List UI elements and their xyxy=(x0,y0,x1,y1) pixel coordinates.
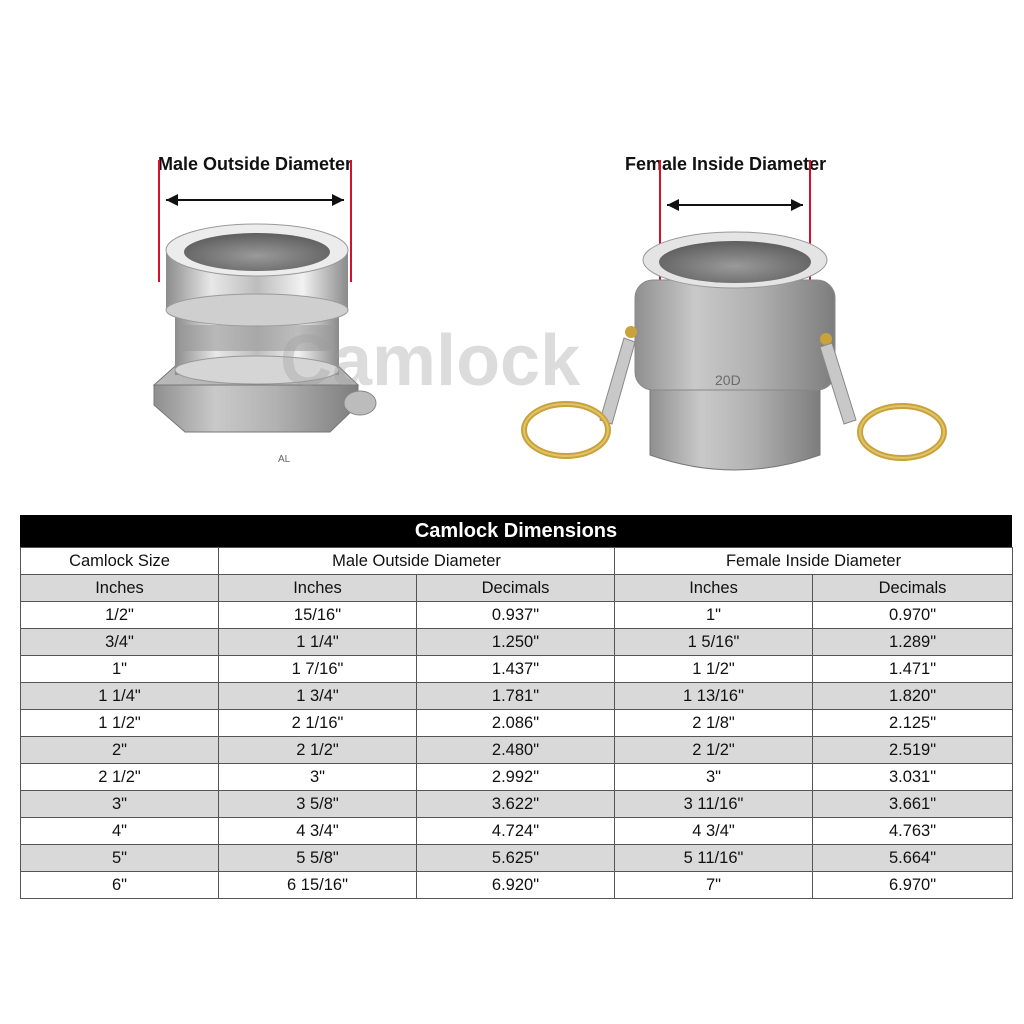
cell-size: 1 1/4" xyxy=(21,683,219,710)
table-row xyxy=(21,683,1013,710)
cell-female-inches: 4 3/4" xyxy=(615,818,813,845)
cell-male-decimals: 2.992" xyxy=(417,764,615,791)
cell-male-inches: 1 7/16" xyxy=(219,656,417,683)
cell-female-decimals: 2.519" xyxy=(813,737,1013,764)
cell-female-inches: 1" xyxy=(615,602,813,629)
cell-male-decimals: 3.622" xyxy=(417,791,615,818)
female-stamp: 20D xyxy=(715,372,741,388)
cell-female-inches: 1 1/2" xyxy=(615,656,813,683)
cell-male-decimals: 1.437" xyxy=(417,656,615,683)
cell-male-inches: 15/16" xyxy=(219,602,417,629)
cell-female-decimals: 2.125" xyxy=(813,710,1013,737)
cell-female-inches: 1 5/16" xyxy=(615,629,813,656)
table-body xyxy=(21,602,1013,899)
table-row xyxy=(21,656,1013,683)
cell-female-decimals: 1.820" xyxy=(813,683,1013,710)
fittings-figure xyxy=(20,120,1012,515)
cell-female-inches: 2 1/2" xyxy=(615,737,813,764)
cell-male-decimals: 1.781" xyxy=(417,683,615,710)
cell-male-inches: 5 5/8" xyxy=(219,845,417,872)
cell-female-decimals: 6.970" xyxy=(813,872,1013,899)
female-diameter-label: Female Inside Diameter xyxy=(625,154,827,174)
table-row xyxy=(21,629,1013,656)
cell-female-decimals: 3.031" xyxy=(813,764,1013,791)
cell-male-inches: 1 3/4" xyxy=(219,683,417,710)
table-row xyxy=(21,737,1013,764)
cell-male-decimals: 1.250" xyxy=(417,629,615,656)
cell-male-inches: 4 3/4" xyxy=(219,818,417,845)
cell-male-inches: 1 1/4" xyxy=(219,629,417,656)
cell-male-decimals: 6.920" xyxy=(417,872,615,899)
cell-size: 5" xyxy=(21,845,219,872)
cell-female-decimals: 3.661" xyxy=(813,791,1013,818)
cell-female-decimals: 1.471" xyxy=(813,656,1013,683)
sub-header-row xyxy=(21,575,1013,602)
cell-male-decimals: 0.937" xyxy=(417,602,615,629)
subheader-male-inches: Inches xyxy=(219,575,417,602)
table-row xyxy=(21,791,1013,818)
table-row xyxy=(21,764,1013,791)
table-row xyxy=(21,710,1013,737)
cell-male-inches: 2 1/2" xyxy=(219,737,417,764)
subheader-female-decimals: Decimals xyxy=(813,575,1013,602)
dimensions-table xyxy=(20,547,1013,899)
cell-male-inches: 3 5/8" xyxy=(219,791,417,818)
cell-size: 6" xyxy=(21,872,219,899)
cell-female-decimals: 4.763" xyxy=(813,818,1013,845)
female-coupler-image xyxy=(524,232,944,470)
cell-male-decimals: 5.625" xyxy=(417,845,615,872)
cell-female-inches: 3 11/16" xyxy=(615,791,813,818)
table-row xyxy=(21,845,1013,872)
watermark: Camlock xyxy=(280,321,581,401)
cell-female-decimals: 1.289" xyxy=(813,629,1013,656)
cell-male-inches: 2 1/16" xyxy=(219,710,417,737)
cell-size: 1" xyxy=(21,656,219,683)
cell-size: 2" xyxy=(21,737,219,764)
cell-size: 2 1/2" xyxy=(21,764,219,791)
group-header-row xyxy=(21,548,1013,575)
cell-male-inches: 6 15/16" xyxy=(219,872,417,899)
cell-male-decimals: 4.724" xyxy=(417,818,615,845)
header-male-outside-diameter: Male Outside Diameter xyxy=(219,548,615,575)
cell-size: 3/4" xyxy=(21,629,219,656)
table-row xyxy=(21,602,1013,629)
cell-size: 1/2" xyxy=(21,602,219,629)
cell-male-decimals: 2.480" xyxy=(417,737,615,764)
cell-female-inches: 5 11/16" xyxy=(615,845,813,872)
cell-female-inches: 3" xyxy=(615,764,813,791)
subheader-female-inches: Inches xyxy=(615,575,813,602)
cell-size: 4" xyxy=(21,818,219,845)
cell-female-inches: 2 1/8" xyxy=(615,710,813,737)
cell-male-decimals: 2.086" xyxy=(417,710,615,737)
cell-female-inches: 7" xyxy=(615,872,813,899)
subheader-male-decimals: Decimals xyxy=(417,575,615,602)
cell-female-decimals: 5.664" xyxy=(813,845,1013,872)
cell-female-inches: 1 13/16" xyxy=(615,683,813,710)
table-row xyxy=(21,818,1013,845)
header-female-inside-diameter: Female Inside Diameter xyxy=(615,548,1013,575)
cell-female-decimals: 0.970" xyxy=(813,602,1013,629)
cell-size: 3" xyxy=(21,791,219,818)
cam-arm-right xyxy=(820,333,944,458)
subheader-size-inches: Inches xyxy=(21,575,219,602)
header-camlock-size: Camlock Size xyxy=(21,548,219,575)
cell-male-inches: 3" xyxy=(219,764,417,791)
table-title: Camlock Dimensions xyxy=(20,515,1012,547)
male-diameter-label: Male Outside Diameter xyxy=(158,154,353,174)
male-stamp: AL xyxy=(278,454,291,465)
cell-size: 1 1/2" xyxy=(21,710,219,737)
table-row xyxy=(21,872,1013,899)
fittings-illustration xyxy=(20,120,1012,515)
product-sheet xyxy=(20,120,1012,912)
